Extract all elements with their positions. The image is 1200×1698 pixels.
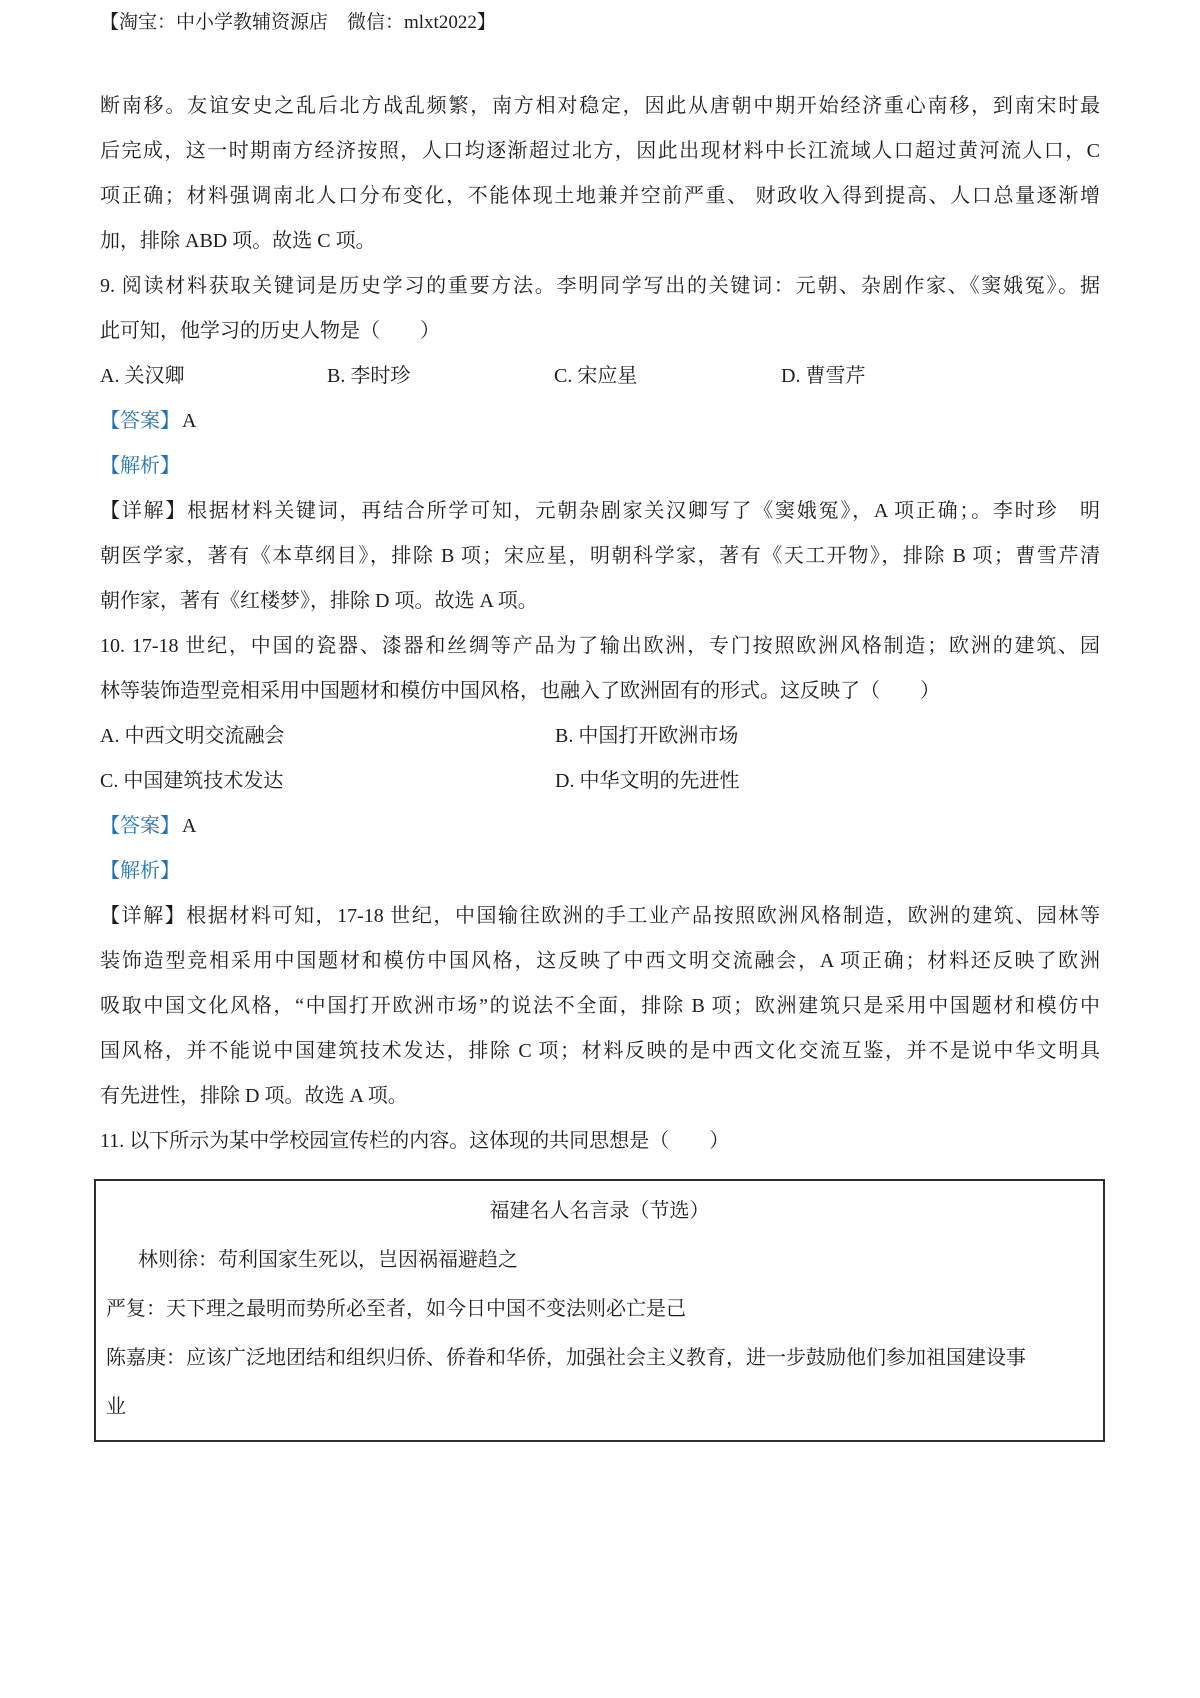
document-body [100, 84, 1100, 1442]
question-10-detail-line: 装饰造型竞相采用中国题材和模仿中国风格，这反映了中西文明交流融会，A 项正确；材料还反映了欧洲 [100, 950, 1100, 972]
question-10-options-row-1 [100, 714, 1100, 759]
question-10-detail-line: 有先进性，排除 D 项。故选 A 项。 [100, 1085, 408, 1107]
intro-explanation-line: 后完成，这一时期南方经济按照，人口均逐渐超过北方，因此出现材料中长江流域人口超过黄河流人口，C [100, 140, 1100, 162]
question-10-analysis-label: 【解析】 [100, 860, 180, 882]
intro-explanation-line: 加，排除 ABD 项。故选 C 项。 [100, 230, 376, 252]
question-10-option-b: B. 中国打开欧洲市场 [555, 725, 739, 747]
question-9-analysis-label: 【解析】 [100, 455, 180, 477]
question-9-stem-line: 9. 阅读材料获取关键词是历史学习的重要方法。李明同学写出的关键词：元朝、杂剧作家、《窦娥冤》。据 [100, 275, 1100, 297]
watermark-header: 【淘宝：中小学教辅资源店 微信：mlxt2022】 [100, 12, 496, 33]
intro-explanation-line: 项正确；材料强调南北人口分布变化，不能体现土地兼并空前严重、 财政收入得到提高、人口总量逐渐增 [100, 185, 1100, 207]
answer-label: 【答案】 [100, 410, 180, 432]
question-9-stem-line: 此可知，他学习的历史人物是（ ） [100, 320, 440, 342]
question-10-option-d: D. 中华文明的先进性 [555, 770, 740, 792]
question-10-stem-line: 林等装饰造型竞相采用中国题材和模仿中国风格，也融入了欧洲固有的形式。这反映了（ ） [100, 680, 940, 702]
question-9-option-a: A. 关汉卿 [100, 365, 185, 387]
question-10-answer-line [100, 804, 1100, 849]
question-11-quote-box [94, 1179, 1105, 1442]
answer-value: A [182, 410, 197, 432]
answer-value: A [182, 815, 197, 837]
question-11-stem-line: 11. 以下所示为某中学校园宣传栏的内容。这体现的共同思想是（ ） [100, 1130, 730, 1152]
quote-yan-fu: 严复：天下理之最明而势所必至者，如今日中国不变法则必亡是己 [106, 1298, 686, 1320]
question-10-options-row-2 [100, 759, 1100, 804]
question-9-options-row [100, 354, 1100, 399]
question-9-option-c: C. 宋应星 [554, 365, 638, 387]
quote-chen-jiageng-cont: 业 [106, 1396, 126, 1418]
question-9-option-d: D. 曹雪芹 [781, 365, 866, 387]
quote-chen-jiageng: 陈嘉庚：应该广泛地团结和组织归侨、侨眷和华侨，加强社会主义教育，进一步鼓励他们参加祖国建设事 [106, 1347, 1026, 1369]
question-9-option-b: B. 李时珍 [327, 365, 411, 387]
quote-lin-zexu: 林则徐：苟利国家生死以，岂因祸福避趋之 [138, 1249, 518, 1271]
quote-box-title: 福建名人名言录（节选） [489, 1200, 710, 1222]
question-9-detail-line: 朝医学家，著有《本草纲目》，排除 B 项；宋应星，明朝科学家，著有《天工开物》，排除 B 项；曹雪芹清 [100, 545, 1100, 567]
question-9-detail-line: 朝作家，著有《红楼梦》，排除 D 项。故选 A 项。 [100, 590, 538, 612]
question-10-option-c: C. 中国建筑技术发达 [100, 770, 284, 792]
intro-explanation-line: 断南移。友谊安史之乱后北方战乱频繁，南方相对稳定，因此从唐朝中期开始经济重心南移，到南宋时最 [100, 95, 1100, 117]
question-9-detail-line: 【详解】根据材料关键词，再结合所学可知，元朝杂剧家关汉卿写了《窦娥冤》，A 项正确；。李时珍 明 [100, 500, 1100, 522]
question-10-detail-line: 【详解】根据材料可知，17-18 世纪，中国输往欧洲的手工业产品按照欧洲风格制造，欧洲的建筑、园林等 [100, 905, 1100, 927]
question-10-stem-line: 10. 17-18 世纪，中国的瓷器、漆器和丝绸等产品为了输出欧洲，专门按照欧洲风格制造；欧洲的建筑、园 [100, 635, 1100, 657]
question-10-detail-line: 国风格，并不能说中国建筑技术发达，排除 C 项；材料反映的是中西文化交流互鉴，并不是说中华文明具 [100, 1040, 1100, 1062]
question-10-option-a: A. 中西文明交流融会 [100, 725, 285, 747]
question-10-detail-line: 吸取中国文化风格，“中国打开欧洲市场”的说法不全面，排除 B 项；欧洲建筑只是采用中国题材和模仿中 [100, 995, 1100, 1017]
question-9-answer-line [100, 399, 1100, 444]
answer-label: 【答案】 [100, 815, 180, 837]
